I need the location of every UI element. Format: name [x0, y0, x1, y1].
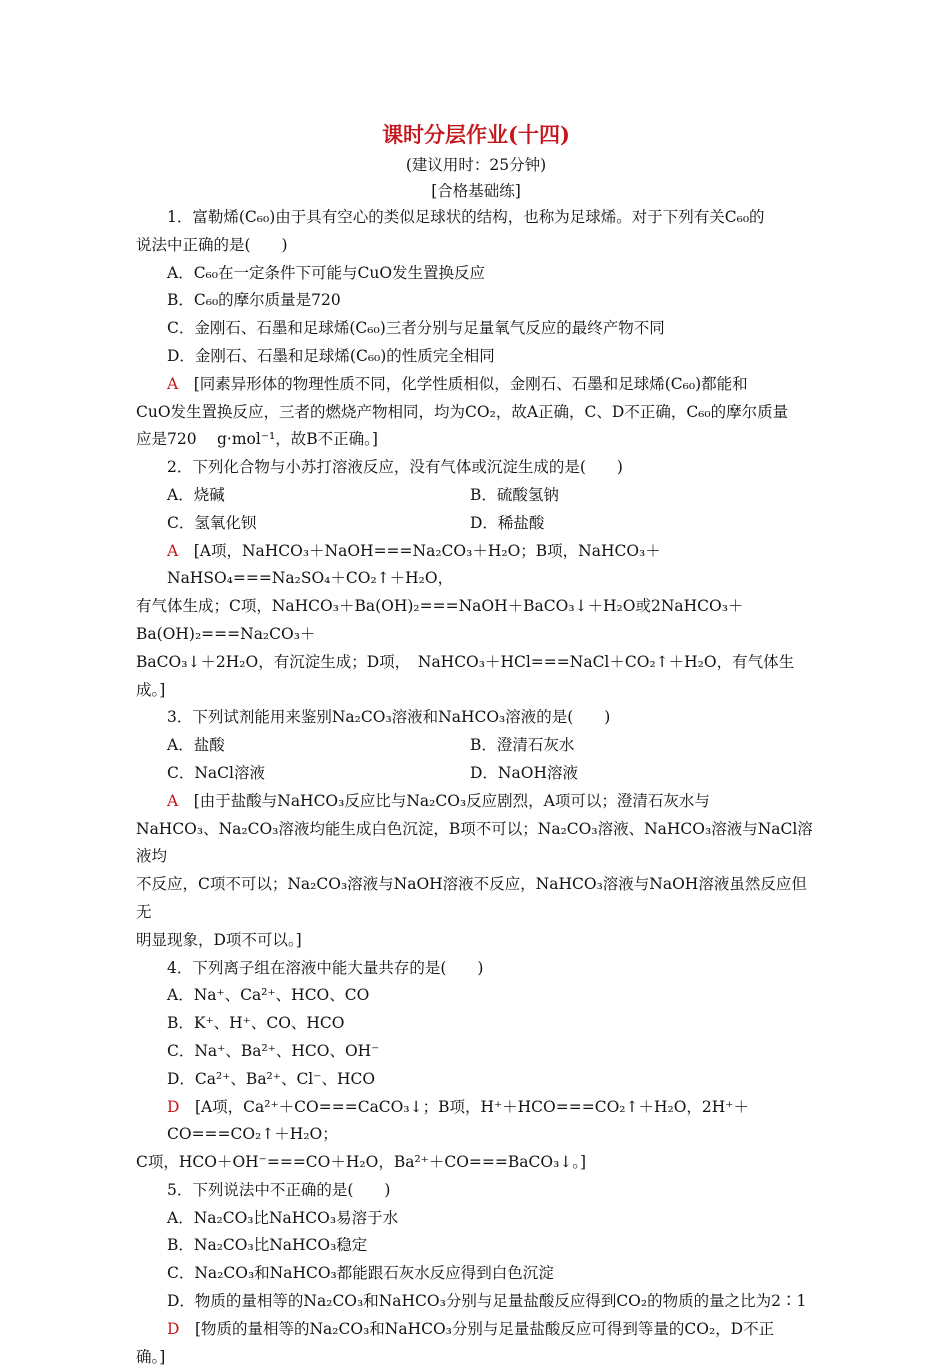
q1-option-d: D．金刚石、石墨和足球烯(C₆₀)的性质完全相同 [167, 346, 495, 365]
q3-explanation-line2: NaHCO₃、Na₂CO₃溶液均能生成白色沉淀，B项不可以；Na₂CO₃溶液、NaHCO₃溶液与NaCl溶液均 [136, 819, 813, 866]
q1-explanation-line1 [136, 371, 816, 399]
time-hint: (建议用时：25分钟) [405, 156, 547, 174]
question-5 [136, 1177, 816, 1371]
q4-exp-text1: [A项，Ca²⁺＋CO===CaCO₃↓；B项，H⁺＋HCO===CO₂↑＋H₂O，2H⁺＋CO===CO₂↑＋H₂O； [167, 1097, 749, 1144]
q1-explanation-line2: CuO发生置换反应，三者的燃烧产物相同，均为CO₂，故A正确，C、D不正确，C₆₀的摩尔质量 [136, 402, 789, 421]
q4-option-b: B．K⁺、H⁺、CO、HCO [167, 1014, 345, 1033]
q4-option-d: D．Ca²⁺、Ba²⁺、Cl⁻、HCO [167, 1069, 376, 1088]
q5-explanation-line1 [136, 1316, 816, 1344]
q2-option-b: B．硫酸氢钠 [470, 485, 559, 504]
q2-answer: A [167, 541, 179, 560]
q3-explanation-line1 [136, 788, 816, 816]
q5-option-a: A．Na₂CO₃比NaHCO₃易溶于水 [167, 1208, 399, 1227]
q3-exp-text1: [由于盐酸与NaHCO₃反应比与Na₂CO₃反应剧烈，A项可以；澄清石灰水与 [178, 791, 710, 810]
q2-option-a: A．烧碱 [167, 485, 225, 504]
q2-explanation-line3: BaCO₃↓＋2H₂O，有沉淀生成；D项， NaHCO₃＋HCl===NaCl＋CO₂↑＋H₂O，有气体生成。] [136, 652, 795, 699]
q3-option-d: D．NaOH溶液 [470, 763, 578, 782]
q3-option-c: C．NaCl溶液 [167, 763, 265, 782]
q3-answer: A [167, 791, 179, 810]
q5-exp-text1: [物质的量相等的Na₂CO₃和NaHCO₃分别与足量盐酸反应可得到等量的CO₂，D不正 [179, 1319, 775, 1338]
page-title: 课时分层作业(十四) [382, 122, 570, 147]
q2-explanation-line2: 有气体生成；C项，NaHCO₃＋Ba(OH)₂===NaOH＋BaCO₃↓＋H₂O或2NaHCO₃＋Ba(OH)₂===Na₂CO₃＋ [136, 597, 744, 643]
q5-explanation-line2: 确。] [136, 1347, 166, 1366]
question-3 [136, 704, 816, 954]
q2-stem: 2．下列化合物与小苏打溶液反应，没有气体或沉淀生成的是( ) [167, 458, 623, 477]
q1-exp-text1: [同素异形体的物理性质不同，化学性质相似，金刚石、石墨和足球烯(C₆₀)都能和 [178, 374, 748, 393]
q5-stem: 5．下列说法中不正确的是( ) [167, 1180, 391, 1199]
q5-option-d: D．物质的量相等的Na₂CO₃和NaHCO₃分别与足量盐酸反应得到CO₂的物质的量之比为2∶1 [167, 1292, 807, 1311]
q4-explanation-line2: C项，HCO＋OH⁻===CO＋H₂O，Ba²⁺＋CO===BaCO₃↓。] [136, 1153, 587, 1172]
q4-explanation-line1 [136, 1094, 816, 1150]
q3-options-row1 [136, 732, 816, 760]
q5-answer: D [167, 1319, 180, 1338]
question-1 [136, 204, 816, 454]
question-2 [136, 454, 816, 704]
q5-option-c: C．Na₂CO₃和NaHCO₃都能跟石灰水反应得到白色沉淀 [167, 1264, 554, 1283]
section-label: [合格基础练] [431, 182, 521, 200]
q2-options-row1 [136, 482, 816, 510]
q2-options-row2 [136, 510, 816, 538]
q3-explanation-line3: 不反应，C项不可以；Na₂CO₃溶液与NaOH溶液不反应，NaHCO₃溶液与NaOH溶液虽然反应但无 [136, 875, 807, 921]
q4-stem: 4．下列离子组在溶液中能大量共存的是( ) [167, 958, 484, 977]
q1-option-c: C．金刚石、石墨和足球烯(C₆₀)三者分别与足量氧气反应的最终产物不同 [167, 319, 665, 338]
q1-option-b: B．C₆₀的摩尔质量是720 [167, 291, 341, 310]
q4-answer: D [167, 1097, 180, 1116]
q2-option-c: C．氢氧化钡 [167, 513, 257, 532]
q1-explanation-line3: 应是720 g·mol⁻¹，故B不正确。] [136, 430, 378, 449]
q1-stem-line2: 说法中正确的是( ) [136, 235, 288, 254]
q2-explanation-line1 [136, 538, 816, 594]
q1-stem-line1: 1．富勒烯(C₆₀)由于具有空心的类似足球状的结构，也称为足球烯。对于下列有关C₆₀的 [167, 208, 765, 226]
q2-exp-text1: [A项，NaHCO₃＋NaOH===Na₂CO₃＋H₂O；B项，NaHCO₃＋NaHSO₄===Na₂SO₄＋CO₂↑＋H₂O， [167, 541, 661, 588]
q3-stem: 3．下列试剂能用来鉴别Na₂CO₃溶液和NaHCO₃溶液的是( ) [167, 708, 611, 727]
q1-answer: A [167, 374, 179, 393]
q2-option-d: D．稀盐酸 [470, 513, 545, 532]
q3-explanation-line4: 明显现象，D项不可以。] [136, 930, 302, 949]
q5-option-b: B．Na₂CO₃比NaHCO₃稳定 [167, 1236, 368, 1255]
q4-option-c: C．Na⁺、Ba²⁺、HCO、OH⁻ [167, 1041, 380, 1060]
q1-option-a: A．C₆₀在一定条件下可能与CuO发生置换反应 [167, 263, 486, 282]
q3-option-b: B．澄清石灰水 [470, 736, 575, 755]
q4-option-a: A．Na⁺、Ca²⁺、HCO、CO [167, 986, 370, 1005]
q3-option-a: A．盐酸 [167, 736, 225, 755]
q3-options-row2 [136, 760, 816, 788]
worksheet-page [136, 118, 816, 1371]
question-4 [136, 955, 816, 1177]
